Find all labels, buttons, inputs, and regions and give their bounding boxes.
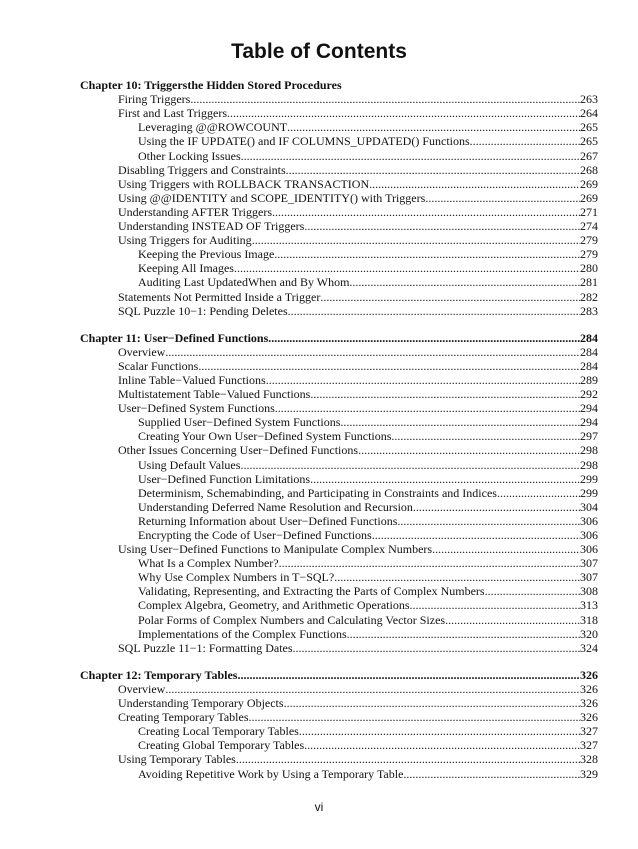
- toc-entry-title: Implementations of the Complex Functions: [138, 626, 347, 641]
- toc-page-number: 313: [580, 598, 598, 613]
- toc-entry-title: Using @@IDENTITY and SCOPE_IDENTITY() with Triggers: [118, 190, 426, 205]
- toc-page-number: 318: [580, 612, 598, 627]
- dot-leader: [275, 401, 580, 415]
- toc-entry: [80, 205, 598, 219]
- toc-entry: [80, 163, 598, 177]
- toc-page-number: 271: [580, 204, 598, 219]
- toc-page-number: 289: [580, 372, 598, 387]
- toc-entry-title: Using Triggers with ROLLBACK TRANSACTION: [118, 176, 370, 191]
- dot-leader: [470, 134, 580, 148]
- page-number-footer: vi: [314, 800, 324, 814]
- toc-page-number: 268: [580, 162, 598, 177]
- toc-entry: [80, 401, 598, 415]
- dot-leader: [397, 514, 580, 528]
- toc-page-number: 265: [580, 134, 598, 149]
- toc-entry: [80, 387, 598, 401]
- toc-page-number: 269: [580, 176, 598, 191]
- dot-leader: [369, 177, 580, 191]
- toc-entry-title: SQL Puzzle 11−1: Formatting Dates: [118, 640, 293, 655]
- toc-entry-title: Chapter 10: Triggersthe Hidden Stored Procedures: [80, 78, 342, 93]
- toc-entry-title: Supplied User−Defined System Functions: [138, 415, 341, 430]
- toc-entry-title: Using Temporary Tables: [118, 752, 236, 767]
- toc-entry: [80, 443, 598, 457]
- dot-leader: [279, 556, 580, 570]
- toc-entry-title: Returning Information about User−Defined Functions: [138, 513, 398, 528]
- toc-entry: [80, 359, 598, 373]
- dot-leader: [288, 304, 580, 318]
- toc-entry: [80, 542, 598, 556]
- toc-entry-title: Overview: [118, 344, 166, 359]
- toc-page-number: 299: [580, 471, 598, 486]
- page-title: Table of Contents: [231, 40, 407, 63]
- toc-page-number: 324: [580, 640, 598, 655]
- toc-entry-title: Using User−Defined Functions to Manipulate Complex Numbers: [118, 542, 433, 557]
- chapter-heading: [80, 668, 598, 682]
- toc-page-number: 307: [580, 570, 598, 585]
- toc-entry: [80, 120, 598, 134]
- dot-leader: [284, 696, 580, 710]
- toc-entry-title: SQL Puzzle 10−1: Pending Deletes: [118, 303, 288, 318]
- toc-entry: [80, 289, 598, 303]
- toc-page-number: 326: [580, 681, 598, 696]
- dot-leader: [497, 486, 580, 500]
- dot-leader: [190, 92, 580, 106]
- toc-entry-title: Firing Triggers: [118, 92, 191, 107]
- toc-entry-title: Creating Global Temporary Tables: [138, 738, 305, 753]
- toc-page-number: 284: [580, 330, 598, 345]
- toc-entry: [80, 233, 598, 247]
- toc-entry-title: Other Locking Issues: [138, 148, 241, 163]
- toc-page-number: 306: [580, 528, 598, 542]
- dot-leader: [237, 668, 580, 682]
- toc-entry: [80, 373, 598, 387]
- toc-page-number: 265: [580, 120, 598, 135]
- toc-page-number: 264: [580, 106, 598, 121]
- toc-page-number: 327: [580, 724, 598, 739]
- toc-entry: [80, 219, 598, 233]
- dot-leader: [320, 290, 580, 304]
- dot-leader: [286, 163, 580, 177]
- toc-page-number: 294: [580, 415, 598, 430]
- dot-leader: [240, 458, 580, 472]
- toc-entry-title: Complex Algebra, Geometry, and Arithmetic Operations: [138, 598, 410, 613]
- dot-leader: [274, 247, 580, 261]
- toc-entry: [80, 752, 598, 766]
- dot-leader: [445, 613, 580, 627]
- toc-entry-title: Why Use Complex Numbers in T−SQL?: [138, 570, 335, 585]
- chapter-heading: [80, 331, 598, 345]
- toc-entry-title: Using Default Values: [138, 457, 241, 472]
- toc-entry-title: Leveraging @@ROWCOUNT: [138, 120, 288, 135]
- toc-entry-title: Scalar Functions: [118, 358, 199, 373]
- toc-entry-title: Understanding Temporary Objects: [118, 696, 284, 711]
- toc-entry: [80, 556, 598, 570]
- toc-entry: [80, 500, 598, 514]
- dot-leader: [485, 584, 580, 598]
- toc-entry-title: Creating Temporary Tables: [118, 710, 249, 725]
- toc-entry: [80, 766, 598, 780]
- toc-page-number: 328: [580, 752, 598, 767]
- dot-leader: [287, 120, 580, 134]
- toc-entry-title: Disabling Triggers and Constraints: [118, 162, 286, 177]
- dot-leader: [165, 682, 580, 696]
- toc-entry-title: Creating Your Own User−Defined System Functions: [138, 429, 392, 444]
- toc-entry: [80, 598, 598, 612]
- chapter-spacer: [80, 655, 598, 668]
- dot-leader: [236, 752, 580, 766]
- toc-entry-title: Avoiding Repetitive Work by Using a Temporary Table: [138, 766, 404, 781]
- toc-page-number: 326: [580, 710, 598, 725]
- toc-entry: [80, 612, 598, 626]
- dot-leader: [266, 373, 580, 387]
- dot-leader: [252, 233, 580, 247]
- toc-entry: [80, 528, 598, 542]
- toc-page-number: 306: [580, 542, 598, 557]
- toc-entry: [80, 191, 598, 205]
- toc-page-number: 281: [580, 275, 598, 290]
- dot-leader: [425, 191, 580, 205]
- toc-page-number: 284: [580, 344, 598, 359]
- dot-leader: [249, 710, 580, 724]
- toc-entry-title: User−Defined Function Limitations: [138, 471, 311, 486]
- dot-leader: [349, 275, 580, 289]
- toc-entry-title: Understanding AFTER Triggers: [118, 204, 273, 219]
- toc-page-number: 327: [580, 738, 598, 753]
- toc-entry: [80, 415, 598, 429]
- dot-leader: [372, 528, 580, 542]
- toc-page-number: 274: [580, 219, 598, 234]
- chapter-heading: [80, 78, 598, 92]
- toc-page-number: 298: [580, 457, 598, 472]
- dot-leader: [410, 598, 581, 612]
- toc-page-number: 280: [580, 261, 598, 276]
- dot-leader: [358, 443, 580, 457]
- toc-entry: [80, 486, 598, 500]
- toc-page-number: 308: [580, 584, 598, 599]
- toc-entry: [80, 584, 598, 598]
- toc-entry: [80, 106, 598, 120]
- toc-entry: [80, 177, 598, 191]
- toc-entry: [80, 472, 598, 486]
- toc-page-number: 282: [580, 289, 598, 304]
- toc-page-number: 307: [580, 556, 598, 571]
- toc-entry: [80, 738, 598, 752]
- toc-entry-title: Statements Not Permitted Inside a Trigger: [118, 289, 321, 304]
- toc-entry: [80, 457, 598, 471]
- toc-entry-title: Keeping All Images: [138, 261, 234, 276]
- toc-entry: [80, 275, 598, 289]
- toc-page-number: 298: [580, 443, 598, 458]
- toc-entry-title: Encrypting the Code of User−Defined Functions: [138, 528, 372, 542]
- toc-entry: [80, 148, 598, 162]
- dot-leader: [165, 345, 580, 359]
- toc-entry: [80, 641, 598, 655]
- toc-entry: [80, 247, 598, 261]
- toc-page-number: 267: [580, 148, 598, 163]
- toc-entry-title: Other Issues Concerning User−Defined Functions: [118, 443, 359, 458]
- toc-page-number: 320: [580, 626, 598, 641]
- toc-entry: [80, 134, 598, 148]
- toc-entry: [80, 261, 598, 275]
- toc-page-number: 269: [580, 190, 598, 205]
- toc-page-number: 279: [580, 247, 598, 262]
- toc-entry-title: Creating Local Temporary Tables: [138, 724, 299, 739]
- toc-entry-title: Using the IF UPDATE() and IF COLUMNS_UPDATED() Functions: [138, 134, 470, 149]
- dot-leader: [241, 149, 580, 163]
- toc-entry-title: What Is a Complex Number?: [138, 556, 279, 571]
- toc-entry-title: Understanding Deferred Name Resolution and Recursion: [138, 499, 413, 514]
- toc-entry: [80, 570, 598, 584]
- toc-page-number: 294: [580, 401, 598, 416]
- dot-leader: [340, 415, 580, 429]
- dot-leader: [310, 472, 580, 486]
- toc-page-number: 304: [580, 499, 598, 514]
- table-of-contents: [80, 78, 598, 781]
- toc-entry-title: First and Last Triggers: [118, 106, 228, 121]
- dot-leader: [334, 570, 580, 584]
- toc-page-number: 306: [580, 513, 598, 528]
- toc-entry: [80, 92, 598, 106]
- toc-page-number: 292: [580, 387, 598, 402]
- toc-page-number: 263: [580, 92, 598, 107]
- dot-leader: [234, 261, 580, 275]
- toc-entry-title: Polar Forms of Complex Numbers and Calculating Vector Sizes: [138, 612, 446, 627]
- dot-leader: [198, 359, 580, 373]
- toc-page-number: 284: [580, 358, 598, 373]
- toc-entry-title: Keeping the Previous Image: [138, 247, 275, 262]
- dot-leader: [413, 500, 580, 514]
- toc-page-number: 283: [580, 303, 598, 318]
- dot-leader: [272, 205, 580, 219]
- dot-leader: [293, 641, 580, 655]
- toc-page-number: 329: [580, 766, 598, 781]
- dot-leader: [403, 767, 580, 781]
- toc-page-number: 326: [580, 696, 598, 711]
- toc-entry: [80, 514, 598, 528]
- toc-page-number: 299: [580, 485, 598, 500]
- toc-entry: [80, 304, 598, 318]
- toc-entry: [80, 710, 598, 724]
- dot-leader: [347, 627, 580, 641]
- toc-entry: [80, 429, 598, 443]
- toc-entry-title: Inline Table−Valued Functions: [118, 372, 266, 387]
- dot-leader: [304, 219, 580, 233]
- toc-entry-title: Using Triggers for Auditing: [118, 233, 252, 248]
- dot-leader: [268, 331, 580, 345]
- toc-entry-title: Auditing Last UpdatedWhen and By Whom: [138, 275, 350, 290]
- dot-leader: [227, 106, 580, 120]
- toc-entry-title: Determinism, Schemabinding, and Participating in Constraints and Indices: [138, 485, 497, 500]
- dot-leader: [432, 542, 580, 556]
- toc-entry: [80, 682, 598, 696]
- toc-entry-title: Chapter 12: Temporary Tables: [80, 667, 238, 682]
- toc-entry-title: Understanding INSTEAD OF Triggers: [118, 219, 305, 234]
- dot-leader: [310, 387, 580, 401]
- toc-entry-title: Validating, Representing, and Extracting the Parts of Complex Numbers: [138, 584, 485, 599]
- toc-entry-title: Chapter 11: User−Defined Functions: [80, 330, 269, 345]
- toc-page-number: 297: [580, 429, 598, 444]
- toc-entry: [80, 627, 598, 641]
- toc-entry-title: Overview: [118, 681, 166, 696]
- toc-entry-title: Multistatement Table−Valued Functions: [118, 387, 311, 402]
- toc-entry: [80, 345, 598, 359]
- toc-page-number: 326: [580, 667, 598, 682]
- toc-page-number: 279: [580, 233, 598, 248]
- dot-leader: [299, 724, 580, 738]
- toc-entry: [80, 724, 598, 738]
- toc-entry-title: User−Defined System Functions: [118, 401, 275, 416]
- chapter-spacer: [80, 318, 598, 331]
- dot-leader: [304, 738, 580, 752]
- dot-leader: [391, 429, 580, 443]
- toc-entry: [80, 696, 598, 710]
